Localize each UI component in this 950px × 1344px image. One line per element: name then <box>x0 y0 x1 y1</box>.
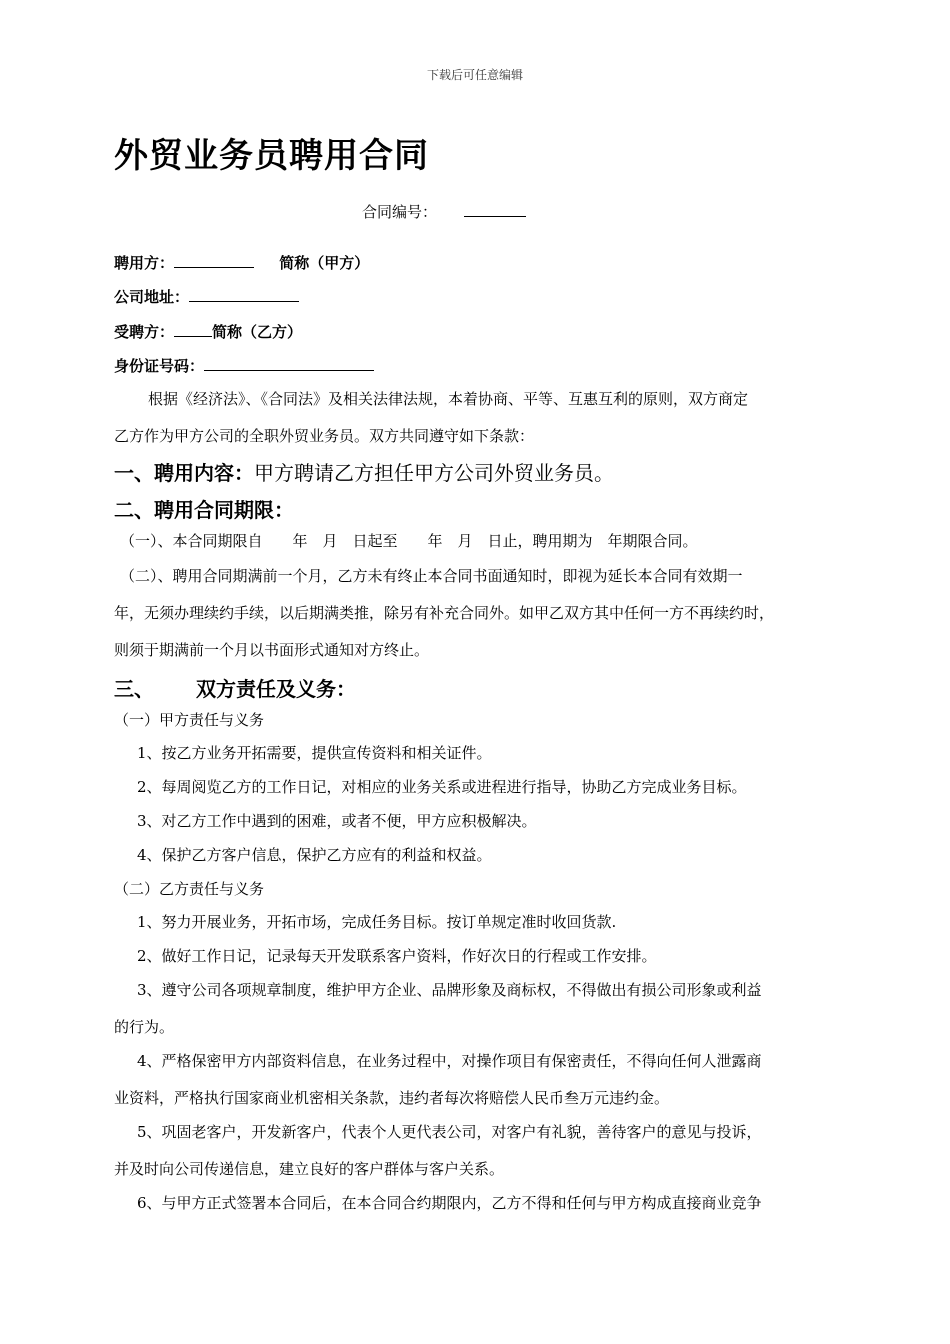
party-b-duty: 1、努力开展业务，开拓市场，完成任务目标。按订单规定准时收回货款. <box>137 913 617 931</box>
section-3-heading: 双方责任及义务： <box>196 677 356 701</box>
party-a-duty: 3、对乙方工作中遇到的困难，或者不便，甲方应积极解决。 <box>137 812 537 830</box>
address-label: 公司地址： <box>114 288 190 306</box>
contract-number-line <box>362 201 526 222</box>
id-blank <box>204 356 374 371</box>
section-1 <box>114 457 614 486</box>
party-b-abbr: 简称（乙方） <box>212 323 303 341</box>
party-b-duty: 4、严格保密甲方内部资料信息，在业务过程中，对操作项目有保密责任，不得向任何人泄露商 <box>137 1052 762 1070</box>
section-3-number: 三、 <box>114 677 154 701</box>
document-title: 外贸业务员聘用合同 <box>114 136 429 176</box>
party-b-duty: 3、遵守公司各项规章制度，维护甲方企业、品牌形象及商标权，不得做出有损公司形象或利益 <box>137 981 762 999</box>
page-header: 下载后可任意编辑 <box>426 68 523 82</box>
party-a-abbr: 简称（甲方） <box>279 254 370 272</box>
section-2-item: 年，无须办理续约手续，以后期满类推，除另有补充合同外。如甲乙双方其中任何一方不再续约时， <box>114 604 775 622</box>
section-2-item: （一）、本合同期限自 年 月 日起至 年 月 日止，聘用期为 年期限合同。 <box>120 532 698 550</box>
section-2-heading: 二、聘用合同期限： <box>114 498 294 522</box>
section-1-heading: 一、聘用内容： <box>114 461 254 485</box>
party-a-duty: 4、保护乙方客户信息，保护乙方应有的利益和权益。 <box>137 846 492 864</box>
section-2-item: （二）、聘用合同期满前一个月，乙方未有终止本合同书面通知时，即视为延长本合同有效期一 <box>120 567 743 585</box>
section-1-text: 甲方聘请乙方担任甲方公司外贸业务员。 <box>254 461 614 485</box>
party-a-duties-title: （一）甲方责任与义务 <box>114 711 265 729</box>
id-label: 身份证号码： <box>114 357 205 375</box>
address-line <box>114 286 299 307</box>
section-3 <box>114 673 356 702</box>
section-2-item: 则须于期满前一个月以书面形式通知对方终止。 <box>114 641 430 659</box>
intro-line: 根据《经济法》、《合同法》及相关法律法规，本着协商、平等、互惠互利的原则，双方商定 <box>148 390 749 408</box>
party-b-blank <box>174 322 212 337</box>
contract-number-label: 合同编号： <box>362 203 438 221</box>
party-b-line <box>114 321 302 342</box>
party-a-duty: 2、每周阅览乙方的工作日记，对相应的业务关系或进程进行指导，协助乙方完成业务目标。 <box>137 778 747 796</box>
party-b-duty: 2、做好工作日记，记录每天开发联系客户资料，作好次日的行程或工作安排。 <box>137 947 657 965</box>
contract-number-blank <box>464 202 526 217</box>
party-a-duty: 1、按乙方业务开拓需要，提供宣传资料和相关证件。 <box>137 744 492 762</box>
party-b-label: 受聘方： <box>114 323 175 341</box>
party-b-duty: 5、巩固老客户，开发新客户，代表个人更代表公司，对客户有礼貌，善待客户的意见与投诉， <box>137 1123 762 1141</box>
id-line <box>114 355 374 376</box>
party-a-blank <box>174 253 254 268</box>
party-b-duties-title: （二）乙方责任与义务 <box>114 880 265 898</box>
party-b-duty: 并及时向公司传递信息，建立良好的客户群体与客户关系。 <box>114 1160 505 1178</box>
party-a-line <box>114 252 369 273</box>
party-b-duty: 的行为。 <box>114 1018 175 1036</box>
party-a-label: 聘用方： <box>114 254 175 272</box>
party-b-duty: 业资料，严格执行国家商业机密相关条款，违约者每次将赔偿人民币叁万元违约金。 <box>114 1089 670 1107</box>
address-blank <box>189 287 299 302</box>
intro-line: 乙方作为甲方公司的全职外贸业务员。双方共同遵守如下条款： <box>114 427 535 445</box>
party-b-duty: 6、与甲方正式签署本合同后，在本合同合约期限内，乙方不得和任何与甲方构成直接商业竞争 <box>137 1194 762 1212</box>
